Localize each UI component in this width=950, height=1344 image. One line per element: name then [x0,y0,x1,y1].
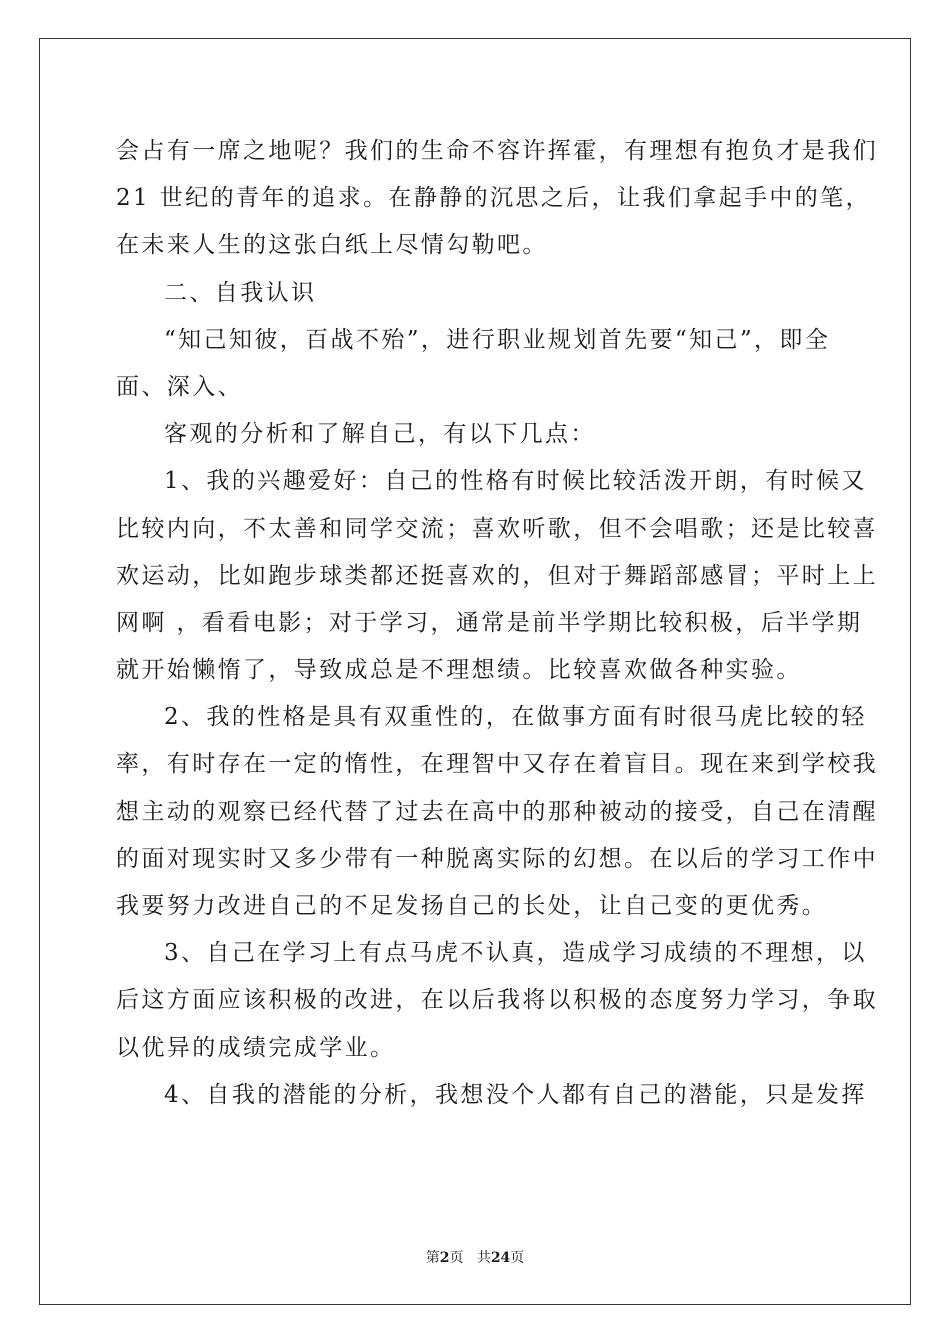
text-line: 就开始懒惰了，导致成总是不理想绩。比较喜欢做各种实验。 [116,657,802,684]
text-line: 比较内向，不太善和同学交流；喜欢听歌，但不会唱歌；还是比较喜 [116,515,878,542]
page-footer [0,1247,950,1267]
text-line: 1、我的兴趣爱好：自己的性格有时候比较活泼开朗，有时候又 [164,468,867,495]
text-line: 率，有时存在一定的惰性，在理智中又存在着盲目。现在来到学校我 [116,751,878,778]
text-line: 欢运动，比如跑步球类都还挺喜欢的，但对于舞蹈部感冒；平时上上 [116,562,878,589]
text-line: 以优异的成绩完成学业。 [116,1034,396,1061]
total-pages-indicator: 共24页 [476,1250,525,1266]
text-line: 客观的分析和了解自己，有以下几点： [164,421,596,448]
text-line: 会占有一席之地呢？我们的生命不容许挥霍，有理想有抱负才是我们 [116,138,878,164]
text-line: 后这方面应该积极的改进，在以后我将以积极的态度努力学习，争取 [116,987,878,1014]
text-line: 4、自我的潜能的分析，我想没个人都有自己的潜能，只是发挥 [164,1081,867,1108]
text-line: 网啊 ，看看电影；对于学习，通常是前半学期比较积极，后半学期 [116,609,863,636]
text-line: 想主动的观察已经代替了过去在高中的那种被动的接受，自己在清醒 [116,798,878,825]
page-indicator: 第2页 [425,1250,464,1266]
text-line: 我要努力改进自己的不足发扬自己的长处，让自己变的更优秀。 [116,893,828,919]
text-line: 的面对现实时又多少带有一种脱离实际的幻想。在以后的学习工作中 [116,845,878,872]
text-line: 2、我的性格是具有双重性的，在做事方面有时很马虎比较的轻 [164,704,867,731]
text-line: “知己知彼，百战不殆”，进行职业规划首先要“知己”，即全 [164,326,831,353]
document-body [116,128,878,1119]
text-line: 在未来人生的这张白纸上尽情勾勒吧。 [116,232,548,259]
text-line: 3、自己在学习上有点马虎不认真，造成学习成绩的不理想，以 [164,940,867,967]
text-line: 21 世纪的青年的追求。在静静的沉思之后，让我们拿起手中的笔， [116,185,871,212]
text-line: 面、深入、 [116,373,243,400]
text-line: 二、自我认识 [164,279,317,306]
